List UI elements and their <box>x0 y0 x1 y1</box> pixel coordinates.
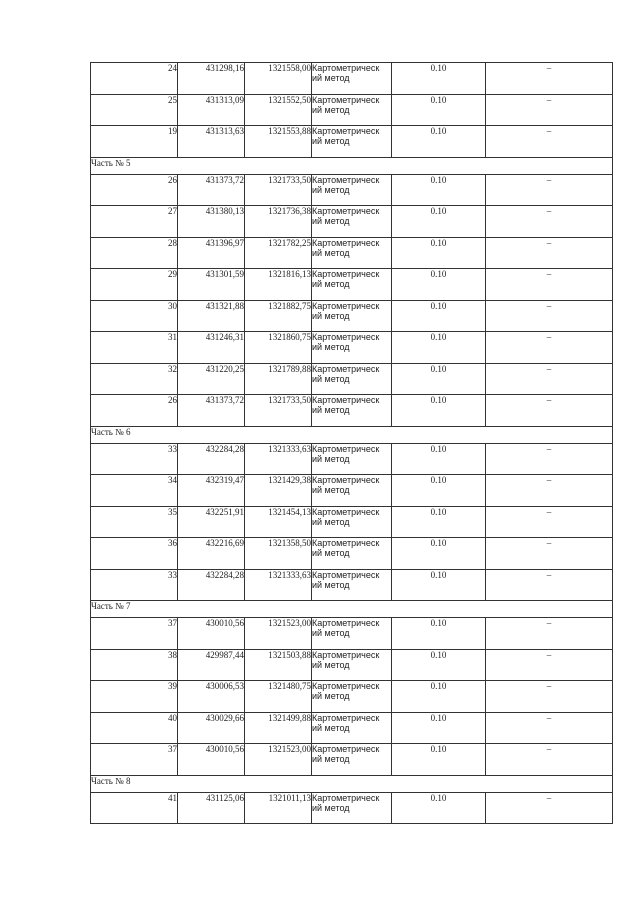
table-row <box>91 649 613 681</box>
x-coordinate-cell: 432284,28 <box>178 569 245 601</box>
coordinates-table <box>90 62 613 824</box>
y-coordinate-cell: 1321523,00 <box>245 618 312 650</box>
point-number-cell: 35 <box>91 506 178 538</box>
point-number-cell: 41 <box>91 792 178 824</box>
method-cell: Картометрическ ий метод <box>312 237 392 269</box>
precision-cell: 0.10 <box>392 332 486 364</box>
y-coordinate-cell: 1321480,75 <box>245 681 312 713</box>
method-cell: Картометрическ ий метод <box>312 712 392 744</box>
error-cell: – <box>486 792 613 824</box>
precision-cell: 0.10 <box>392 126 486 158</box>
error-cell: – <box>486 363 613 395</box>
x-coordinate-cell: 432284,28 <box>178 443 245 475</box>
y-coordinate-cell: 1321523,00 <box>245 744 312 776</box>
error-cell: – <box>486 206 613 238</box>
error-cell: – <box>486 744 613 776</box>
table-row <box>91 712 613 744</box>
y-coordinate-cell: 1321789,88 <box>245 363 312 395</box>
point-number-cell: 32 <box>91 363 178 395</box>
coordinates-table-body <box>91 63 613 824</box>
error-cell: – <box>486 475 613 507</box>
error-cell: – <box>486 300 613 332</box>
point-number-cell: 25 <box>91 94 178 126</box>
part-header-row <box>91 601 613 618</box>
error-cell: – <box>486 237 613 269</box>
precision-cell: 0.10 <box>392 94 486 126</box>
point-number-cell: 37 <box>91 744 178 776</box>
point-number-cell: 27 <box>91 206 178 238</box>
part-label: Часть № 6 <box>91 426 613 443</box>
table-row <box>91 506 613 538</box>
error-cell: – <box>486 538 613 570</box>
method-cell: Картометрическ ий метод <box>312 681 392 713</box>
error-cell: – <box>486 174 613 206</box>
method-cell: Картометрическ ий метод <box>312 63 392 95</box>
method-cell: Картометрическ ий метод <box>312 94 392 126</box>
error-cell: – <box>486 649 613 681</box>
part-label: Часть № 7 <box>91 601 613 618</box>
point-number-cell: 28 <box>91 237 178 269</box>
table-row <box>91 237 613 269</box>
method-cell: Картометрическ ий метод <box>312 395 392 427</box>
table-row <box>91 792 613 824</box>
point-number-cell: 31 <box>91 332 178 364</box>
method-cell: Картометрическ ий метод <box>312 744 392 776</box>
method-cell: Картометрическ ий метод <box>312 206 392 238</box>
method-cell: Картометрическ ий метод <box>312 618 392 650</box>
point-number-cell: 37 <box>91 618 178 650</box>
y-coordinate-cell: 1321553,88 <box>245 126 312 158</box>
x-coordinate-cell: 431321,88 <box>178 300 245 332</box>
error-cell: – <box>486 63 613 95</box>
precision-cell: 0.10 <box>392 206 486 238</box>
table-row <box>91 94 613 126</box>
y-coordinate-cell: 1321429,38 <box>245 475 312 507</box>
y-coordinate-cell: 1321816,13 <box>245 269 312 301</box>
y-coordinate-cell: 1321733,50 <box>245 395 312 427</box>
point-number-cell: 33 <box>91 443 178 475</box>
x-coordinate-cell: 431220,25 <box>178 363 245 395</box>
precision-cell: 0.10 <box>392 269 486 301</box>
x-coordinate-cell: 431373,72 <box>178 174 245 206</box>
precision-cell: 0.10 <box>392 63 486 95</box>
point-number-cell: 24 <box>91 63 178 95</box>
x-coordinate-cell: 431301,59 <box>178 269 245 301</box>
x-coordinate-cell: 431373,72 <box>178 395 245 427</box>
x-coordinate-cell: 432319,47 <box>178 475 245 507</box>
point-number-cell: 30 <box>91 300 178 332</box>
table-row <box>91 174 613 206</box>
method-cell: Картометрическ ий метод <box>312 300 392 332</box>
y-coordinate-cell: 1321333,63 <box>245 443 312 475</box>
y-coordinate-cell: 1321503,88 <box>245 649 312 681</box>
error-cell: – <box>486 443 613 475</box>
point-number-cell: 40 <box>91 712 178 744</box>
x-coordinate-cell: 432251,91 <box>178 506 245 538</box>
table-row <box>91 443 613 475</box>
table-row <box>91 395 613 427</box>
error-cell: – <box>486 126 613 158</box>
part-label: Часть № 8 <box>91 775 613 792</box>
table-row <box>91 300 613 332</box>
precision-cell: 0.10 <box>392 443 486 475</box>
table-row <box>91 206 613 238</box>
error-cell: – <box>486 618 613 650</box>
x-coordinate-cell: 431396,97 <box>178 237 245 269</box>
point-number-cell: 38 <box>91 649 178 681</box>
precision-cell: 0.10 <box>392 744 486 776</box>
precision-cell: 0.10 <box>392 569 486 601</box>
precision-cell: 0.10 <box>392 792 486 824</box>
table-row <box>91 475 613 507</box>
y-coordinate-cell: 1321558,00 <box>245 63 312 95</box>
point-number-cell: 19 <box>91 126 178 158</box>
precision-cell: 0.10 <box>392 174 486 206</box>
x-coordinate-cell: 430010,56 <box>178 744 245 776</box>
y-coordinate-cell: 1321733,50 <box>245 174 312 206</box>
part-label: Часть № 5 <box>91 157 613 174</box>
method-cell: Картометрическ ий метод <box>312 174 392 206</box>
part-header-row <box>91 426 613 443</box>
y-coordinate-cell: 1321736,38 <box>245 206 312 238</box>
part-header-row <box>91 775 613 792</box>
x-coordinate-cell: 430029,66 <box>178 712 245 744</box>
y-coordinate-cell: 1321860,75 <box>245 332 312 364</box>
y-coordinate-cell: 1321552,50 <box>245 94 312 126</box>
precision-cell: 0.10 <box>392 618 486 650</box>
x-coordinate-cell: 431125,06 <box>178 792 245 824</box>
error-cell: – <box>486 506 613 538</box>
part-header-row <box>91 157 613 174</box>
point-number-cell: 39 <box>91 681 178 713</box>
point-number-cell: 29 <box>91 269 178 301</box>
error-cell: – <box>486 712 613 744</box>
error-cell: – <box>486 395 613 427</box>
point-number-cell: 34 <box>91 475 178 507</box>
precision-cell: 0.10 <box>392 681 486 713</box>
x-coordinate-cell: 431313,09 <box>178 94 245 126</box>
x-coordinate-cell: 431380,13 <box>178 206 245 238</box>
precision-cell: 0.10 <box>392 506 486 538</box>
precision-cell: 0.10 <box>392 300 486 332</box>
method-cell: Картометрическ ий метод <box>312 332 392 364</box>
table-row <box>91 126 613 158</box>
y-coordinate-cell: 1321499,88 <box>245 712 312 744</box>
precision-cell: 0.10 <box>392 363 486 395</box>
x-coordinate-cell: 431313,63 <box>178 126 245 158</box>
table-row <box>91 681 613 713</box>
precision-cell: 0.10 <box>392 237 486 269</box>
precision-cell: 0.10 <box>392 538 486 570</box>
table-row <box>91 63 613 95</box>
method-cell: Картометрическ ий метод <box>312 506 392 538</box>
precision-cell: 0.10 <box>392 712 486 744</box>
method-cell: Картометрическ ий метод <box>312 569 392 601</box>
method-cell: Картометрическ ий метод <box>312 126 392 158</box>
x-coordinate-cell: 430010,56 <box>178 618 245 650</box>
error-cell: – <box>486 94 613 126</box>
method-cell: Картометрическ ий метод <box>312 443 392 475</box>
method-cell: Картометрическ ий метод <box>312 269 392 301</box>
y-coordinate-cell: 1321358,50 <box>245 538 312 570</box>
x-coordinate-cell: 432216,69 <box>178 538 245 570</box>
point-number-cell: 33 <box>91 569 178 601</box>
table-row <box>91 538 613 570</box>
y-coordinate-cell: 1321782,25 <box>245 237 312 269</box>
precision-cell: 0.10 <box>392 395 486 427</box>
x-coordinate-cell: 430006,53 <box>178 681 245 713</box>
table-row <box>91 269 613 301</box>
x-coordinate-cell: 431298,16 <box>178 63 245 95</box>
precision-cell: 0.10 <box>392 475 486 507</box>
point-number-cell: 36 <box>91 538 178 570</box>
table-row <box>91 618 613 650</box>
x-coordinate-cell: 431246,31 <box>178 332 245 364</box>
error-cell: – <box>486 569 613 601</box>
x-coordinate-cell: 429987,44 <box>178 649 245 681</box>
method-cell: Картометрическ ий метод <box>312 363 392 395</box>
method-cell: Картометрическ ий метод <box>312 538 392 570</box>
y-coordinate-cell: 1321882,75 <box>245 300 312 332</box>
method-cell: Картометрическ ий метод <box>312 649 392 681</box>
y-coordinate-cell: 1321333,63 <box>245 569 312 601</box>
table-row <box>91 744 613 776</box>
method-cell: Картометрическ ий метод <box>312 792 392 824</box>
y-coordinate-cell: 1321454,13 <box>245 506 312 538</box>
y-coordinate-cell: 1321011,13 <box>245 792 312 824</box>
point-number-cell: 26 <box>91 174 178 206</box>
point-number-cell: 26 <box>91 395 178 427</box>
error-cell: – <box>486 269 613 301</box>
method-cell: Картометрическ ий метод <box>312 475 392 507</box>
precision-cell: 0.10 <box>392 649 486 681</box>
table-row <box>91 363 613 395</box>
table-row <box>91 569 613 601</box>
error-cell: – <box>486 332 613 364</box>
error-cell: – <box>486 681 613 713</box>
table-row <box>91 332 613 364</box>
